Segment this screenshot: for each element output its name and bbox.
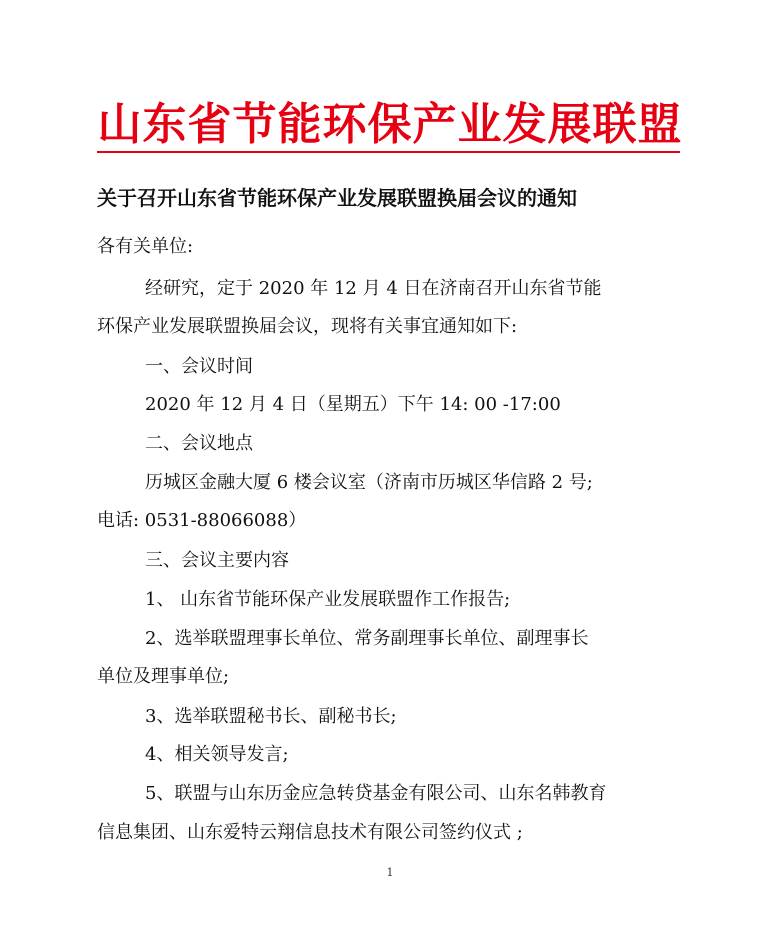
page-number: 1 bbox=[386, 866, 394, 879]
agenda-item-4: 4、相关领导发言; bbox=[145, 744, 289, 765]
section-location-line-2: 电话: 0531-88066088） bbox=[97, 510, 307, 531]
agenda-item-2-line-1: 2、选举联盟理事长单位、常务副理事长单位、副理事长 bbox=[145, 628, 589, 649]
notice-title: 关于召开山东省节能环保产业发展联盟换届会议的通知 bbox=[97, 186, 577, 210]
agenda-item-5-line-1: 5、联盟与山东历金应急转贷基金有限公司、山东名韩教育 bbox=[145, 783, 607, 804]
intro-line-2: 环保产业发展联盟换届会议，现将有关事宜通知如下: bbox=[97, 316, 518, 337]
agenda-item-2-line-2: 单位及理事单位; bbox=[97, 666, 230, 687]
section-time-heading: 一、会议时间 bbox=[145, 356, 253, 377]
agenda-item-1: 1、 山东省节能环保产业发展联盟作工作报告; bbox=[145, 589, 511, 610]
section-location-heading: 二、会议地点 bbox=[145, 433, 253, 454]
agenda-item-3: 3、选举联盟秘书长、副秘书长; bbox=[145, 706, 397, 727]
intro-line-1: 经研究，定于 2020 年 12 月 4 日在济南召开山东省节能 bbox=[145, 278, 602, 299]
organization-title: 山东省节能环保产业发展联盟 bbox=[97, 99, 683, 150]
agenda-item-5-line-2: 信息集团、山东爱特云翔信息技术有限公司签约仪式 ; bbox=[97, 822, 523, 843]
section-location-line-1: 历城区金融大厦 6 楼会议室（济南市历城区华信路 2 号; bbox=[145, 472, 593, 493]
section-time-content: 2020 年 12 月 4 日（星期五）下午 14: 00 -17:00 bbox=[145, 394, 561, 415]
header-divider bbox=[97, 151, 680, 153]
section-agenda-heading: 三、会议主要内容 bbox=[145, 550, 289, 571]
salutation: 各有关单位: bbox=[97, 236, 194, 257]
